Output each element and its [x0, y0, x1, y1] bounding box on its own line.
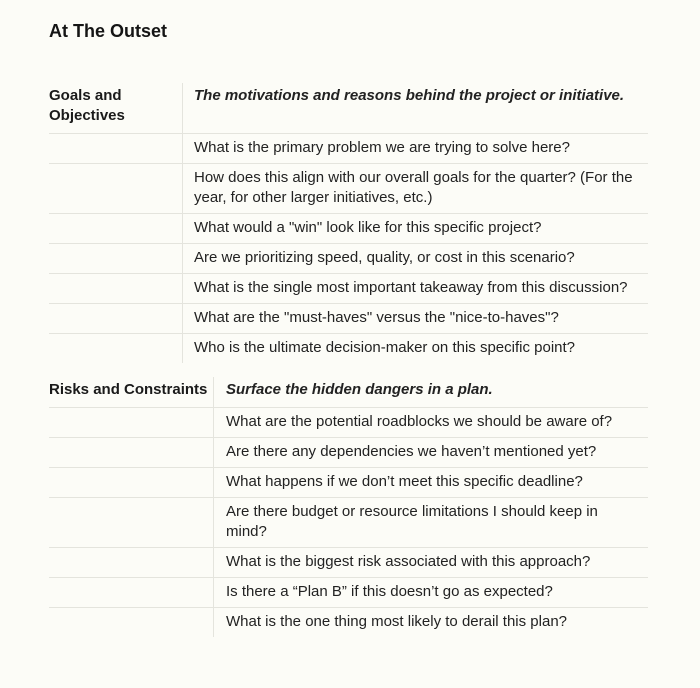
empty-label-cell: [49, 244, 182, 273]
table-row: [49, 578, 648, 608]
empty-label-cell: [49, 214, 182, 243]
page-title: At The Outset: [49, 21, 168, 41]
table-row: [49, 164, 648, 214]
question-text: What are the potential roadblocks we should be aware of?: [213, 408, 648, 437]
section-label: Risks and Constraints: [49, 381, 208, 398]
section-goals-and-objectives: [49, 83, 648, 363]
table-row: [49, 244, 648, 274]
table-row: [49, 214, 648, 244]
question-text: What is the biggest risk associated with this approach?: [213, 548, 648, 577]
empty-label-cell: [49, 274, 182, 303]
question-text: What is the primary problem we are trying to solve here?: [182, 134, 648, 163]
empty-label-cell: [49, 578, 213, 607]
empty-label-cell: [49, 164, 182, 213]
empty-label-cell: [49, 438, 213, 467]
section-description: Surface the hidden dangers in a plan.: [213, 377, 648, 407]
question-text: How does this align with our overall goals for the quarter? (For the year, for other larger initiatives, etc.): [182, 164, 648, 213]
section-header-row: [49, 83, 648, 134]
empty-label-cell: [49, 304, 182, 333]
section-header-row: [49, 377, 648, 408]
question-text: Are there budget or resource limitations I should keep in mind?: [213, 498, 648, 547]
question-text: What is the single most important takeaway from this discussion?: [182, 274, 648, 303]
question-text: Are there any dependencies we haven’t mentioned yet?: [213, 438, 648, 467]
table-row: [49, 548, 648, 578]
empty-label-cell: [49, 408, 213, 437]
question-text: What happens if we don’t meet this specific deadline?: [213, 468, 648, 497]
empty-label-cell: [49, 334, 182, 363]
question-text: Are we prioritizing speed, quality, or cost in this scenario?: [182, 244, 648, 273]
empty-label-cell: [49, 498, 213, 547]
table-row: [49, 334, 648, 363]
empty-label-cell: [49, 548, 213, 577]
section-description: The motivations and reasons behind the project or initiative.: [182, 83, 648, 133]
empty-label-cell: [49, 608, 213, 637]
empty-label-cell: [49, 134, 182, 163]
question-text: Is there a “Plan B” if this doesn’t go as expected?: [213, 578, 648, 607]
table-row: [49, 134, 648, 164]
table-row: [49, 408, 648, 438]
table-row: [49, 304, 648, 334]
section-risks-and-constraints: [49, 377, 648, 637]
table-row: [49, 438, 648, 468]
question-text: Who is the ultimate decision-maker on this specific point?: [182, 334, 648, 363]
table-row: [49, 608, 648, 637]
table-row: [49, 498, 648, 548]
table-row: [49, 468, 648, 498]
table-row: [49, 274, 648, 304]
section-label: Goals and Objectives: [49, 87, 125, 124]
question-text: What is the one thing most likely to derail this plan?: [213, 608, 648, 637]
empty-label-cell: [49, 468, 213, 497]
question-text: What would a "win" look like for this specific project?: [182, 214, 648, 243]
question-text: What are the "must-haves" versus the "nice-to-haves"?: [182, 304, 648, 333]
